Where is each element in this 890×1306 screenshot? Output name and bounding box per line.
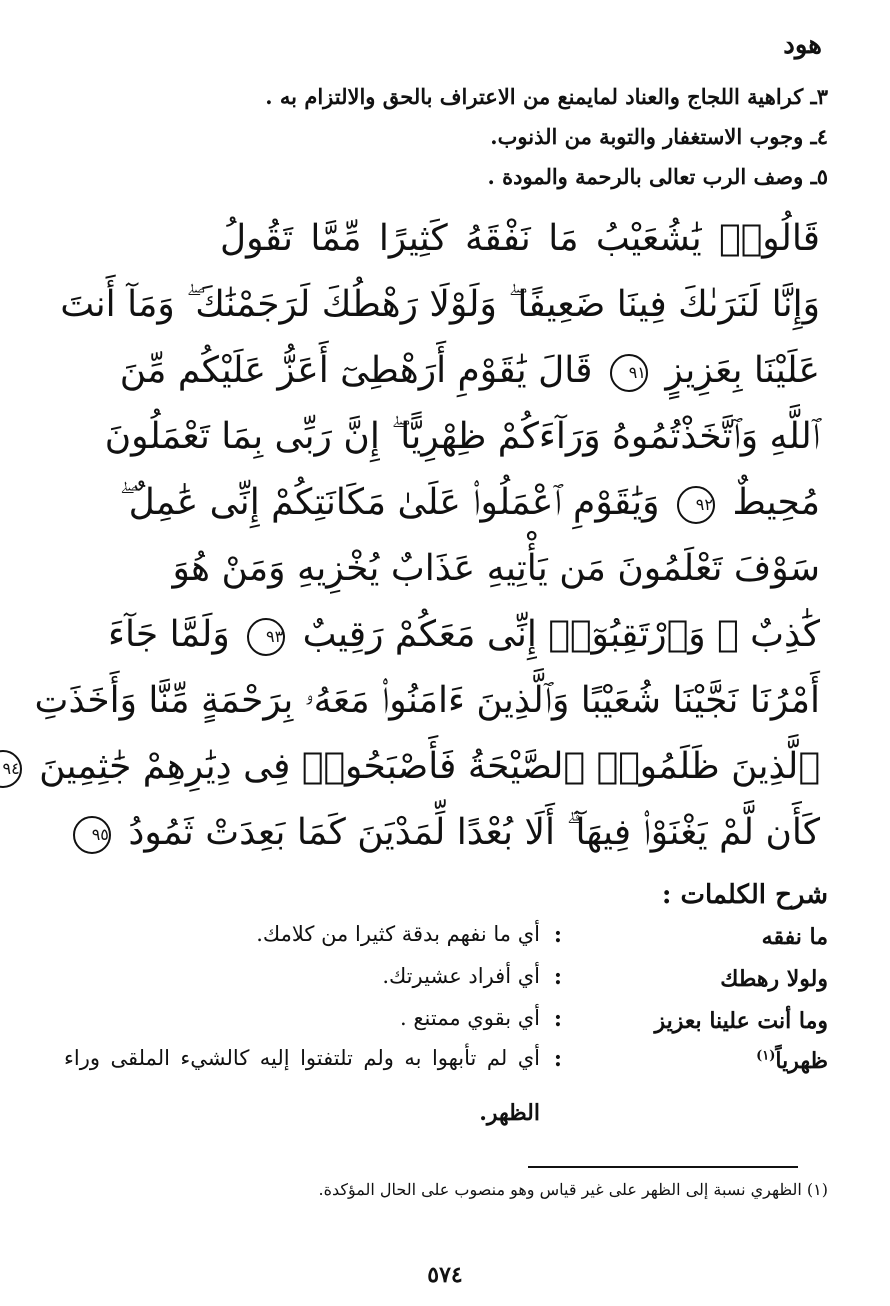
page-number: ٥٧٤: [427, 1262, 463, 1288]
lesson-line: ٣ـ كراهية اللجاج والعناد لمايمنع من الاعتراف بالحق والالتزام به .: [265, 84, 828, 109]
verse-line: [220, 218, 820, 259]
ayah-number-marker: ٩٥: [73, 816, 111, 854]
footnote-divider: [528, 1166, 798, 1168]
verse-text: ٱللَّهِ وَٱتَّخَذْتُمُوهُ وَرَآءَكُمْ ظِهْرِيًّا ۖ إِنَّ رَبِّى بِمَا تَعْمَلُونَ: [104, 416, 820, 457]
surah-header: هود: [783, 30, 822, 60]
footnote: (١) الظهري نسبة إلى الظهر على غير قياس وهو منصوب على الحال المؤكدة.: [318, 1180, 828, 1199]
glossary-separator: :: [553, 964, 562, 990]
verse-text: عَلَيْنَا بِعَزِيزٍ: [665, 350, 820, 391]
ayah-number-marker: ٩٣: [247, 618, 285, 656]
glossary-term: ما نفقه: [761, 924, 828, 950]
ayah-number-marker: ٩٢: [677, 486, 715, 524]
glossary-separator: :: [553, 1046, 562, 1072]
verse-line: [2, 746, 820, 788]
glossary-meaning: أي بقوي ممتنع .: [400, 1006, 540, 1030]
glossary-meaning: أي لم تأبهوا به ولم تلتفتوا إليه كالشيء الملقى وراء: [64, 1046, 540, 1070]
verse-line: [119, 350, 820, 392]
lesson-line: ٥ـ وصف الرب تعالى بالرحمة والمودة .: [487, 164, 828, 189]
glossary-term-text: ظهرياً: [775, 1048, 828, 1074]
verse-line: [104, 416, 820, 458]
verse-text: كَٰذِبٌ ۖ وَٱرْتَقِبُوٓا۟ إِنِّى مَعَكُمْ رَقِيبٌ: [302, 614, 820, 655]
glossary-term: ولولا رهطك: [720, 966, 828, 992]
verse-text: كَأَن لَّمْ يَغْنَوْا۟ فِيهَآ ۗ أَلَا بُعْدًا لِّمَدْيَنَ كَمَا بَعِدَتْ ثَمُودُ: [128, 812, 820, 853]
glossary-meaning: أي أفراد عشيرتك.: [382, 964, 540, 988]
footnote-ref: (١): [756, 1048, 776, 1064]
ayah-number-marker: ٩١: [610, 354, 648, 392]
verse-line: [91, 812, 820, 854]
glossary-title: شرح الكلمات :: [661, 880, 828, 910]
verse-text: قَالَ يَٰقَوْمِ أَرَهْطِىٓ أَعَزُّ عَلَيْكُم مِّنَ: [119, 350, 593, 391]
verse-text: ٱلَّذِينَ ظَلَمُوا۟ ٱلصَّيْحَةُ فَأَصْبَحُوا۟ فِى دِيَٰرِهِمْ جَٰثِمِينَ: [39, 746, 820, 787]
verse-text: وَيَٰقَوْمِ ٱعْمَلُوا۟ عَلَىٰ مَكَانَتِكُمْ إِنِّى عَٰمِلٌ ۖ: [119, 482, 660, 523]
ayah-number-marker: ٩٤: [0, 750, 22, 788]
glossary-term: [628, 1048, 828, 1074]
glossary-meaning-continuation: الظهر.: [479, 1100, 540, 1126]
verse-line: [119, 482, 820, 524]
verse-line: [172, 548, 820, 589]
verse-text: وَإِنَّا لَنَرَىٰكَ فِينَا ضَعِيفًا ۖ وَلَوْلَا رَهْطُكَ لَرَجَمْنَٰكَ ۖ وَمَآ أَنتَ: [60, 284, 820, 325]
verse-line: [108, 614, 820, 656]
glossary-separator: :: [553, 922, 562, 948]
verse-line: [60, 284, 820, 326]
verse-text: مُحِيطٌ: [732, 482, 820, 523]
verse-text: قَالُوا۟ يَٰشُعَيْبُ مَا نَفْقَهُ كَثِيرًا مِّمَّا تَقُولُ: [220, 218, 820, 259]
verse-text: أَمْرُنَا نَجَّيْنَا شُعَيْبًا وَٱلَّذِينَ ءَامَنُوا۟ مَعَهُۥ بِرَحْمَةٍ مِّنَّا وَأَخَذَتِ: [34, 680, 820, 721]
glossary-separator: :: [553, 1006, 562, 1032]
glossary-term: وما أنت علينا بعزيز: [654, 1008, 828, 1034]
verse-line: [34, 680, 820, 722]
lesson-line: ٤ـ وجوب الاستغفار والتوبة من الذنوب.: [490, 124, 828, 149]
verse-text: وَلَمَّا جَآءَ: [108, 614, 230, 655]
glossary-meaning: أي ما نفهم بدقة كثيرا من كلامك.: [256, 922, 540, 946]
verse-text: سَوْفَ تَعْلَمُونَ مَن يَأْتِيهِ عَذَابٌ يُخْزِيهِ وَمَنْ هُوَ: [172, 548, 820, 589]
